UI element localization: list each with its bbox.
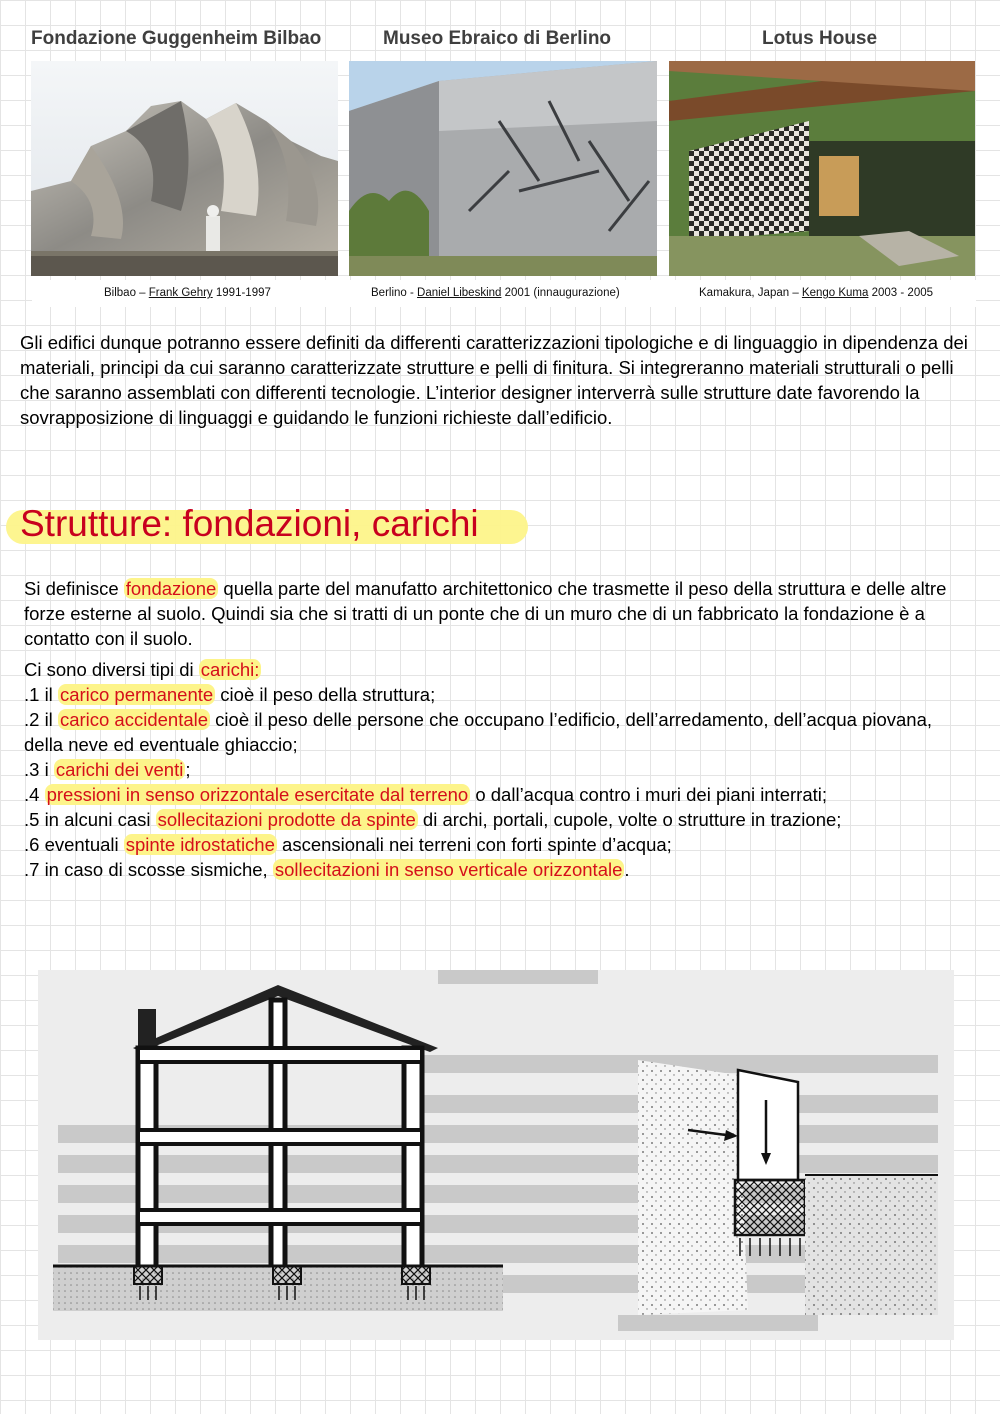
architect-link-gehry[interactable]: Frank Gehry: [148, 287, 213, 299]
guggenheim-photo: [31, 61, 338, 276]
caption-guggenheim: Bilbao – Frank Gehry 1991-1997: [104, 287, 271, 299]
load-item: .4 pressioni in senso orizzontale esercitate dal terreno o dall’acqua contro i muri dei piani interrati;: [24, 784, 828, 805]
photo-heading-berlin-museum: Museo Ebraico di Berlino: [383, 28, 612, 49]
load-item: .2 il carico accidentale cioè il peso delle persone che occupano l’edificio, dell’arredamento, dell’acqua piovana, della neve ed eventuale ghiaccio;: [24, 709, 932, 755]
load-item: .7 in caso di scosse sismiche, sollecitazioni in senso verticale orizzontale .: [24, 859, 630, 880]
architect-link-kuma[interactable]: Kengo Kuma: [801, 287, 869, 299]
section-title: Strutture: fondazioni, carichi: [20, 503, 479, 544]
loads-intro: Ci sono diversi tipi di carichi:: [24, 659, 260, 680]
load-item: .5 in alcuni casi sollecitazioni prodotte da spinte di archi, portali, cupole, volte o strutture in trazione;: [24, 809, 842, 830]
architect-link-libeskind[interactable]: Daniel Libeskind: [417, 287, 502, 299]
load-item: .3 i carichi dei venti ;: [24, 759, 191, 780]
caption-lotus-house: Kamakura, Japan – Kengo Kuma 2003 - 2005: [699, 287, 934, 299]
highlight-fondazione: fondazione: [125, 578, 217, 599]
berlin-museum-photo: [349, 61, 657, 276]
intro-paragraph: Gli edifici dunque potranno essere definiti da differenti caratterizzazioni tipologiche e di linguaggio in dipendenza dei materiali, principi da cui saranno caratterizzate strutture e pelli di finitura. Si integreranno materiali strutturali o pelli che saranno assemblati con differenti tecnologie. L’interior designer interverrà sulle strutture date favorendo la sovrapposizione di linguaggi e guidando le funzioni richieste dall’edificio.: [20, 332, 968, 428]
photo-heading-lotus-house: Lotus House: [762, 28, 878, 49]
loads-list: [24, 657, 964, 882]
highlight-carichi: carichi:: [200, 659, 260, 680]
definition-paragraph: Si definisce fondazione quella parte del manufatto architettonico che trasmette il peso della struttura e delle altre forze esterne al suolo. Quindi sia che si tratti di un ponte che di un muro che di un fabbricato la fondazione è a contatto con il suolo.: [24, 578, 947, 649]
caption-berlin-museum: Berlino - Daniel Libeskind 2001 (innaugurazione): [371, 287, 620, 299]
foundation-diagram: [38, 970, 954, 1340]
load-item: .1 il carico permanente cioè il peso della struttura;: [24, 684, 436, 705]
load-item: .6 eventuali spinte idrostatiche ascensionali nei terreni con forti spinte d’acqua;: [24, 834, 672, 855]
lotus-house-photo: [669, 61, 975, 276]
photo-heading-guggenheim: Fondazione Guggenheim Bilbao: [31, 28, 322, 49]
